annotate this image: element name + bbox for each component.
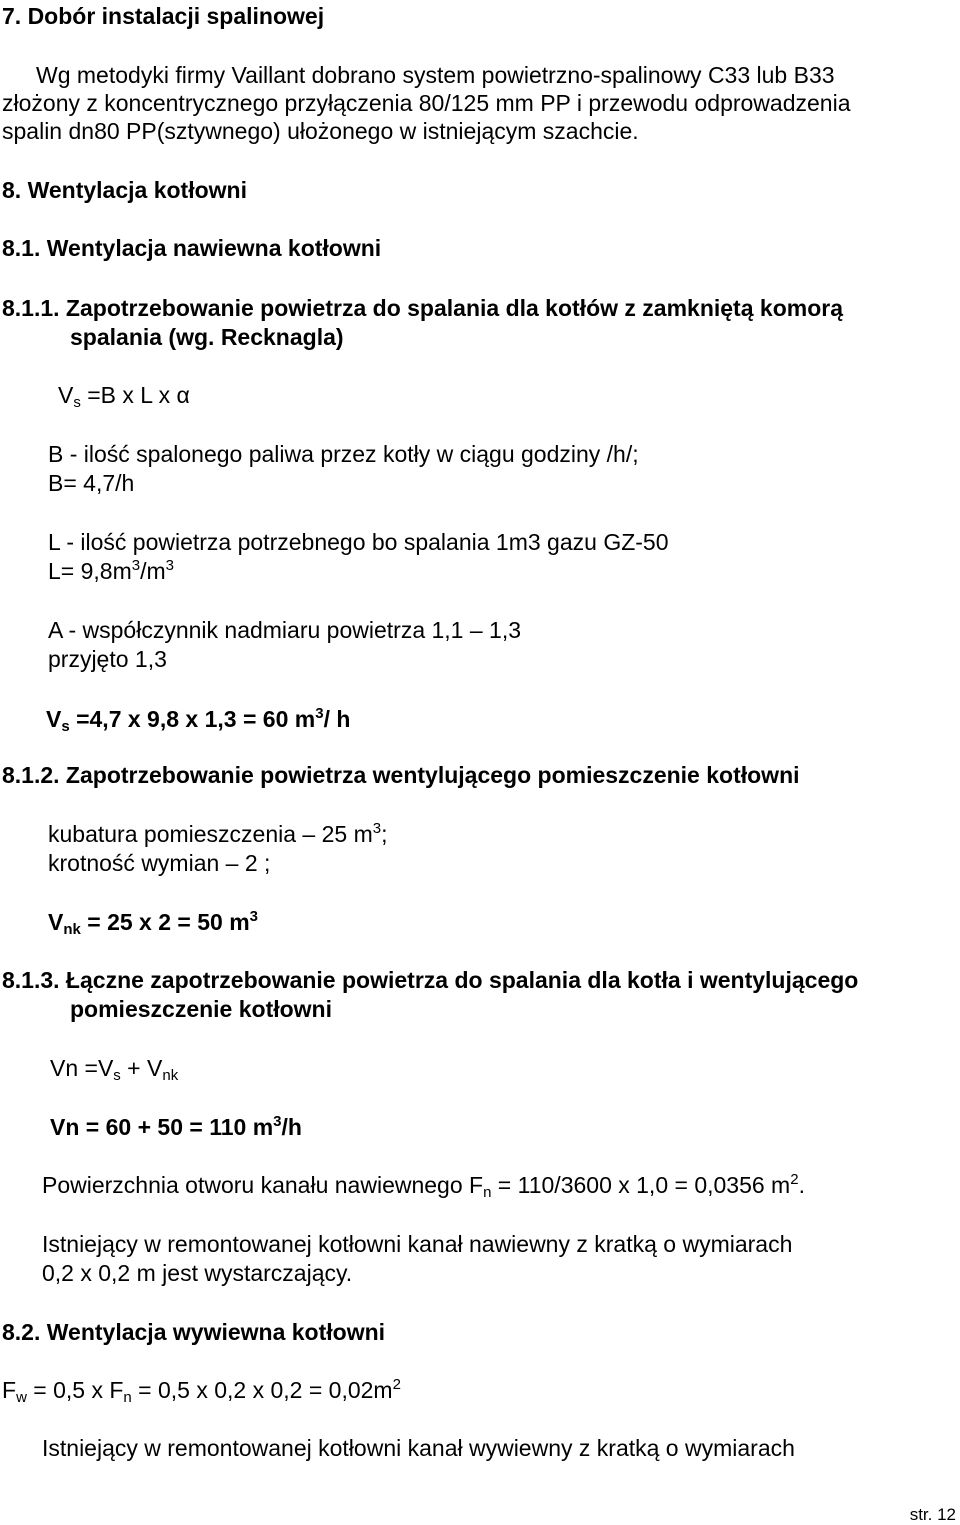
section-8-1-1-heading: 8.1.1. Zapotrzebowanie powietrza do spalania dla kotłów z zamkniętą komorą — [2, 295, 843, 321]
definition-a: A - współczynnik nadmiaru powietrza 1,1 – 1,3 — [48, 617, 522, 643]
paragraph-line: złożony z koncentrycznego przyłączenia 80/125 mm PP i przewodu odprowadzenia — [2, 90, 851, 116]
supply-duct-note: Istniejący w remontowanej kotłowni kanał nawiewny z kratką o wymiarach — [42, 1231, 793, 1257]
formula-vn: $Vn =V_s + V_{nk}$ — [50, 1055, 179, 1084]
section-8-1-3-heading: 8.1.3. Łączne zapotrzebowanie powietrza do spalania dla kotła i wentylującego — [2, 967, 859, 993]
result-vn: Vn = 60 + 50 = 110 $m^3/h$ — [50, 1113, 302, 1140]
value-b: B= 4,7/h — [48, 470, 135, 496]
page-number: str. 12 — [909, 1505, 956, 1524]
value-a: przyjęto 1,3 — [48, 646, 167, 672]
section-8-heading: 8. Wentylacja kotłowni — [2, 177, 247, 203]
section-8-2-heading: 8.2. Wentylacja wywiewna kotłowni — [2, 1319, 386, 1345]
exhaust-duct-note: Istniejący w remontowanej kotłowni kanał wywiewny z kratką o wymiarach — [42, 1435, 795, 1461]
section-8-1-2-heading: 8.1.2. Zapotrzebowanie powietrza wentylującego pomieszczenie kotłowni — [2, 762, 800, 788]
formula-vs: $V_s =B$ x L x α — [58, 382, 190, 411]
definition-l: L - ilość powietrza potrzebnego bo spalania 1m3 gazu GZ-50 — [48, 529, 669, 555]
value-l: $L= 9,8m^3/m^3$ — [48, 557, 174, 584]
result-vs: $V_s =4,7$ x 9,8 x 1,3 = 60 $m^3/$ h — [46, 705, 351, 735]
definition-b: B - ilość spalonego paliwa przez kotły w ciągu godziny /h/; — [48, 441, 639, 467]
section-8-1-1-heading-cont: spalania (wg. Recknagla) — [70, 324, 344, 350]
area-calculation: Powierzchnia otworu kanału nawiewnego $F_n = 110/3600$ x 1,0 = 0,0356 $m^2$. — [42, 1171, 805, 1201]
section-8-1-heading: 8.1. Wentylacja nawiewna kotłowni — [2, 235, 382, 261]
formula-fw: $F_w = 0,5$ x $F_n = 0,5$ x 0,2 x $0,2 = 0,02m^2$ — [2, 1376, 401, 1406]
cubature-line: kubatura pomieszczenia – 25 $m^3$; — [48, 820, 388, 847]
section-7-heading: 7. Dobór instalacji spalinowej — [2, 3, 325, 29]
supply-duct-note-cont: 0,2 x 0,2 m jest wystarczający. — [42, 1260, 353, 1286]
result-vnk: $V_{nk} = 25$ x 2 = 50 $m^3$ — [48, 908, 258, 938]
exchange-rate-line: krotność wymian – 2 ; — [48, 850, 271, 876]
section-8-1-3-heading-cont: pomieszczenie kotłowni — [70, 996, 332, 1022]
paragraph-line: spalin dn80 PP(sztywnego) ułożonego w istniejącym szachcie. — [2, 118, 639, 144]
paragraph-line: Wg metodyki firmy Vaillant dobrano system powietrzno-spalinowy C33 lub B33 — [36, 62, 835, 88]
